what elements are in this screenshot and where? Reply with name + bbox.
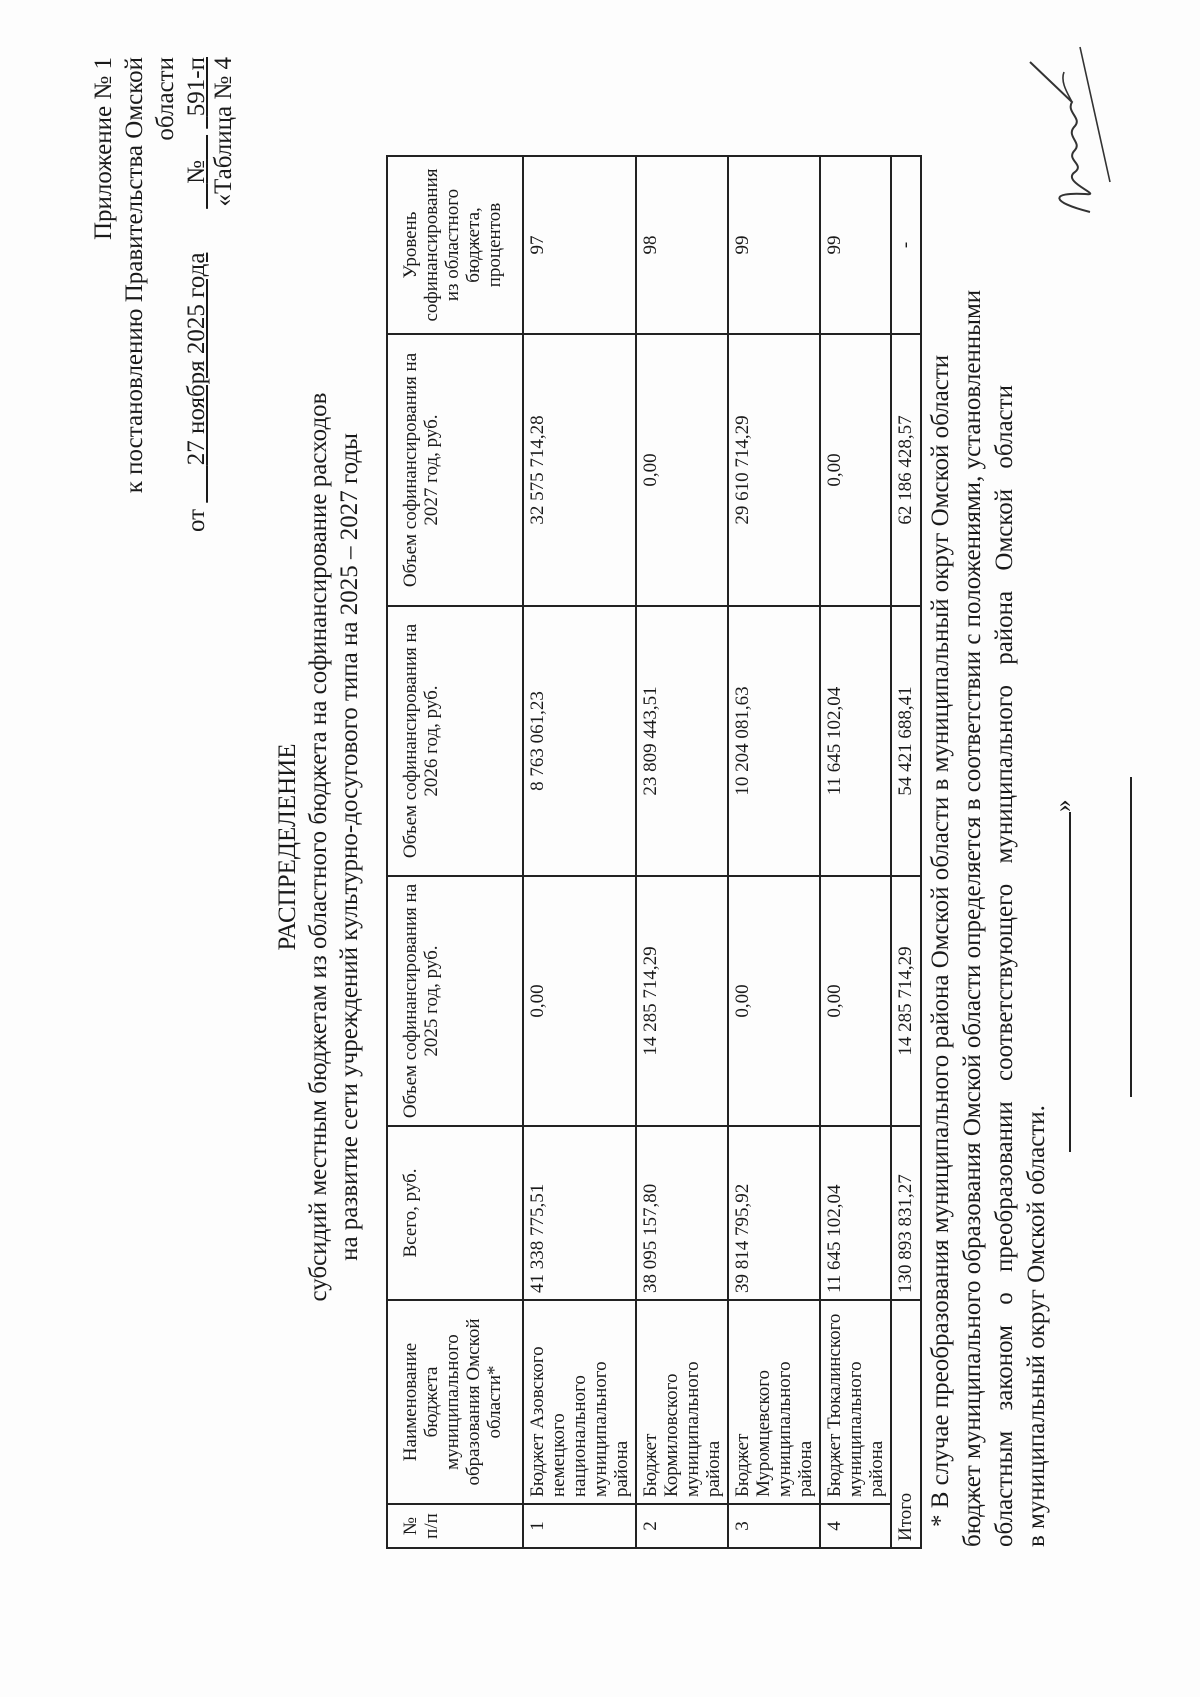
row-2027: 32 575 714,28 bbox=[523, 334, 636, 606]
footnote bbox=[925, 2, 1053, 1547]
row-total: 38 095 157,80 bbox=[636, 1126, 728, 1300]
row-2026: 23 809 443,51 bbox=[636, 606, 728, 876]
row-2025: 0,00 bbox=[523, 876, 636, 1126]
total-sum: 130 893 831,27 bbox=[891, 1126, 921, 1300]
header-2025: Объем софинансирования на 2025 год, руб. bbox=[387, 876, 523, 1126]
table-row bbox=[820, 156, 891, 1548]
total-label: Итого bbox=[891, 1300, 921, 1548]
bottom-rule bbox=[1130, 777, 1132, 1097]
total-2027: 62 186 428,57 bbox=[891, 334, 921, 606]
row-name: Бюджет Кормиловского муниципального района bbox=[636, 1300, 728, 1504]
row-total: 11 645 102,04 bbox=[820, 1126, 891, 1300]
from-label: от bbox=[183, 508, 210, 533]
row-2027: 29 610 714,29 bbox=[728, 334, 820, 606]
resolution-date-line bbox=[181, 57, 212, 557]
total-level: - bbox=[891, 156, 921, 334]
row-name: Бюджет Азовского немецкого национального муниципального района bbox=[523, 1300, 636, 1504]
title-line-2: на развитие сети учреждений культурно-досугового типа на 2025 – 2027 годы bbox=[336, 433, 363, 1261]
row-total: 41 338 775,51 bbox=[523, 1126, 636, 1300]
row-num: 4 bbox=[820, 1504, 891, 1548]
row-2027: 0,00 bbox=[636, 334, 728, 606]
row-2026: 10 204 081,63 bbox=[728, 606, 820, 876]
appendix-header bbox=[88, 57, 212, 557]
row-num: 1 bbox=[523, 1504, 636, 1548]
closing-underline bbox=[1069, 812, 1071, 1152]
header-2027: Объем софинансирования на 2027 год, руб. bbox=[387, 334, 523, 606]
title-line-1: субсидий местным бюджетам из областного бюджета на софинансирование расходов bbox=[305, 392, 332, 1302]
closing-quote: » bbox=[1050, 799, 1077, 812]
handwritten-signature bbox=[1020, 42, 1120, 222]
total-2025: 14 285 714,29 bbox=[891, 876, 921, 1126]
number-label: № bbox=[183, 159, 210, 184]
row-num: 3 bbox=[728, 1504, 820, 1548]
distribution-table bbox=[386, 155, 922, 1549]
row-level: 99 bbox=[820, 156, 891, 334]
footnote-line-4: в муниципальный округ Омской области. bbox=[1023, 1105, 1050, 1547]
row-2027: 0,00 bbox=[820, 334, 891, 606]
document-title bbox=[272, 147, 365, 1547]
appendix-number: Приложение № 1 bbox=[90, 57, 117, 241]
table-total-row bbox=[891, 156, 921, 1548]
row-2025: 0,00 bbox=[728, 876, 820, 1126]
row-2025: 0,00 bbox=[820, 876, 891, 1126]
row-level: 97 bbox=[523, 156, 636, 334]
title-heading: РАСПРЕДЕЛЕНИЕ bbox=[274, 743, 301, 951]
table-row bbox=[636, 156, 728, 1548]
resolution-number: 591-п bbox=[183, 57, 210, 117]
table-row bbox=[523, 156, 636, 1548]
table-header-row bbox=[387, 156, 523, 1548]
header-total: Всего, руб. bbox=[387, 1126, 523, 1300]
header-num: № п/п bbox=[387, 1504, 523, 1548]
row-level: 98 bbox=[636, 156, 728, 334]
row-name: Бюджет Муромцевского муниципального района bbox=[728, 1300, 820, 1504]
row-2025: 14 285 714,29 bbox=[636, 876, 728, 1126]
table-number: «Таблица № 4 bbox=[210, 57, 237, 207]
header-name: Наименование бюджета муниципального образования Омской области* bbox=[387, 1300, 523, 1504]
row-2026: 11 645 102,04 bbox=[820, 606, 891, 876]
row-total: 39 814 795,92 bbox=[728, 1126, 820, 1300]
closing-line bbox=[1050, 772, 1078, 1152]
row-2026: 8 763 061,23 bbox=[523, 606, 636, 876]
row-name: Бюджет Тюкалинского муниципального района bbox=[820, 1300, 891, 1504]
row-level: 99 bbox=[728, 156, 820, 334]
footnote-line-1: * В случае преобразования муниципального района Омской области в муниципальный округ Омской области bbox=[927, 354, 954, 1527]
header-level: Уровень софинансирования из областного бюджета, процентов bbox=[387, 156, 523, 334]
footnote-line-2: бюджет муниципального образования Омской области определяется в соответствии с положениями, установленными bbox=[959, 289, 986, 1547]
resolution-date: 27 ноября 2025 года bbox=[183, 252, 210, 466]
total-2026: 54 421 688,41 bbox=[891, 606, 921, 876]
resolution-reference: к постановлению Правительства Омской области bbox=[121, 57, 179, 494]
table-row bbox=[728, 156, 820, 1548]
footnote-line-3: областным законом о преобразовании соответствующего муниципального района Омской области bbox=[991, 385, 1018, 1547]
header-2026: Объем софинансирования на 2026 год, руб. bbox=[387, 606, 523, 876]
row-num: 2 bbox=[636, 1504, 728, 1548]
